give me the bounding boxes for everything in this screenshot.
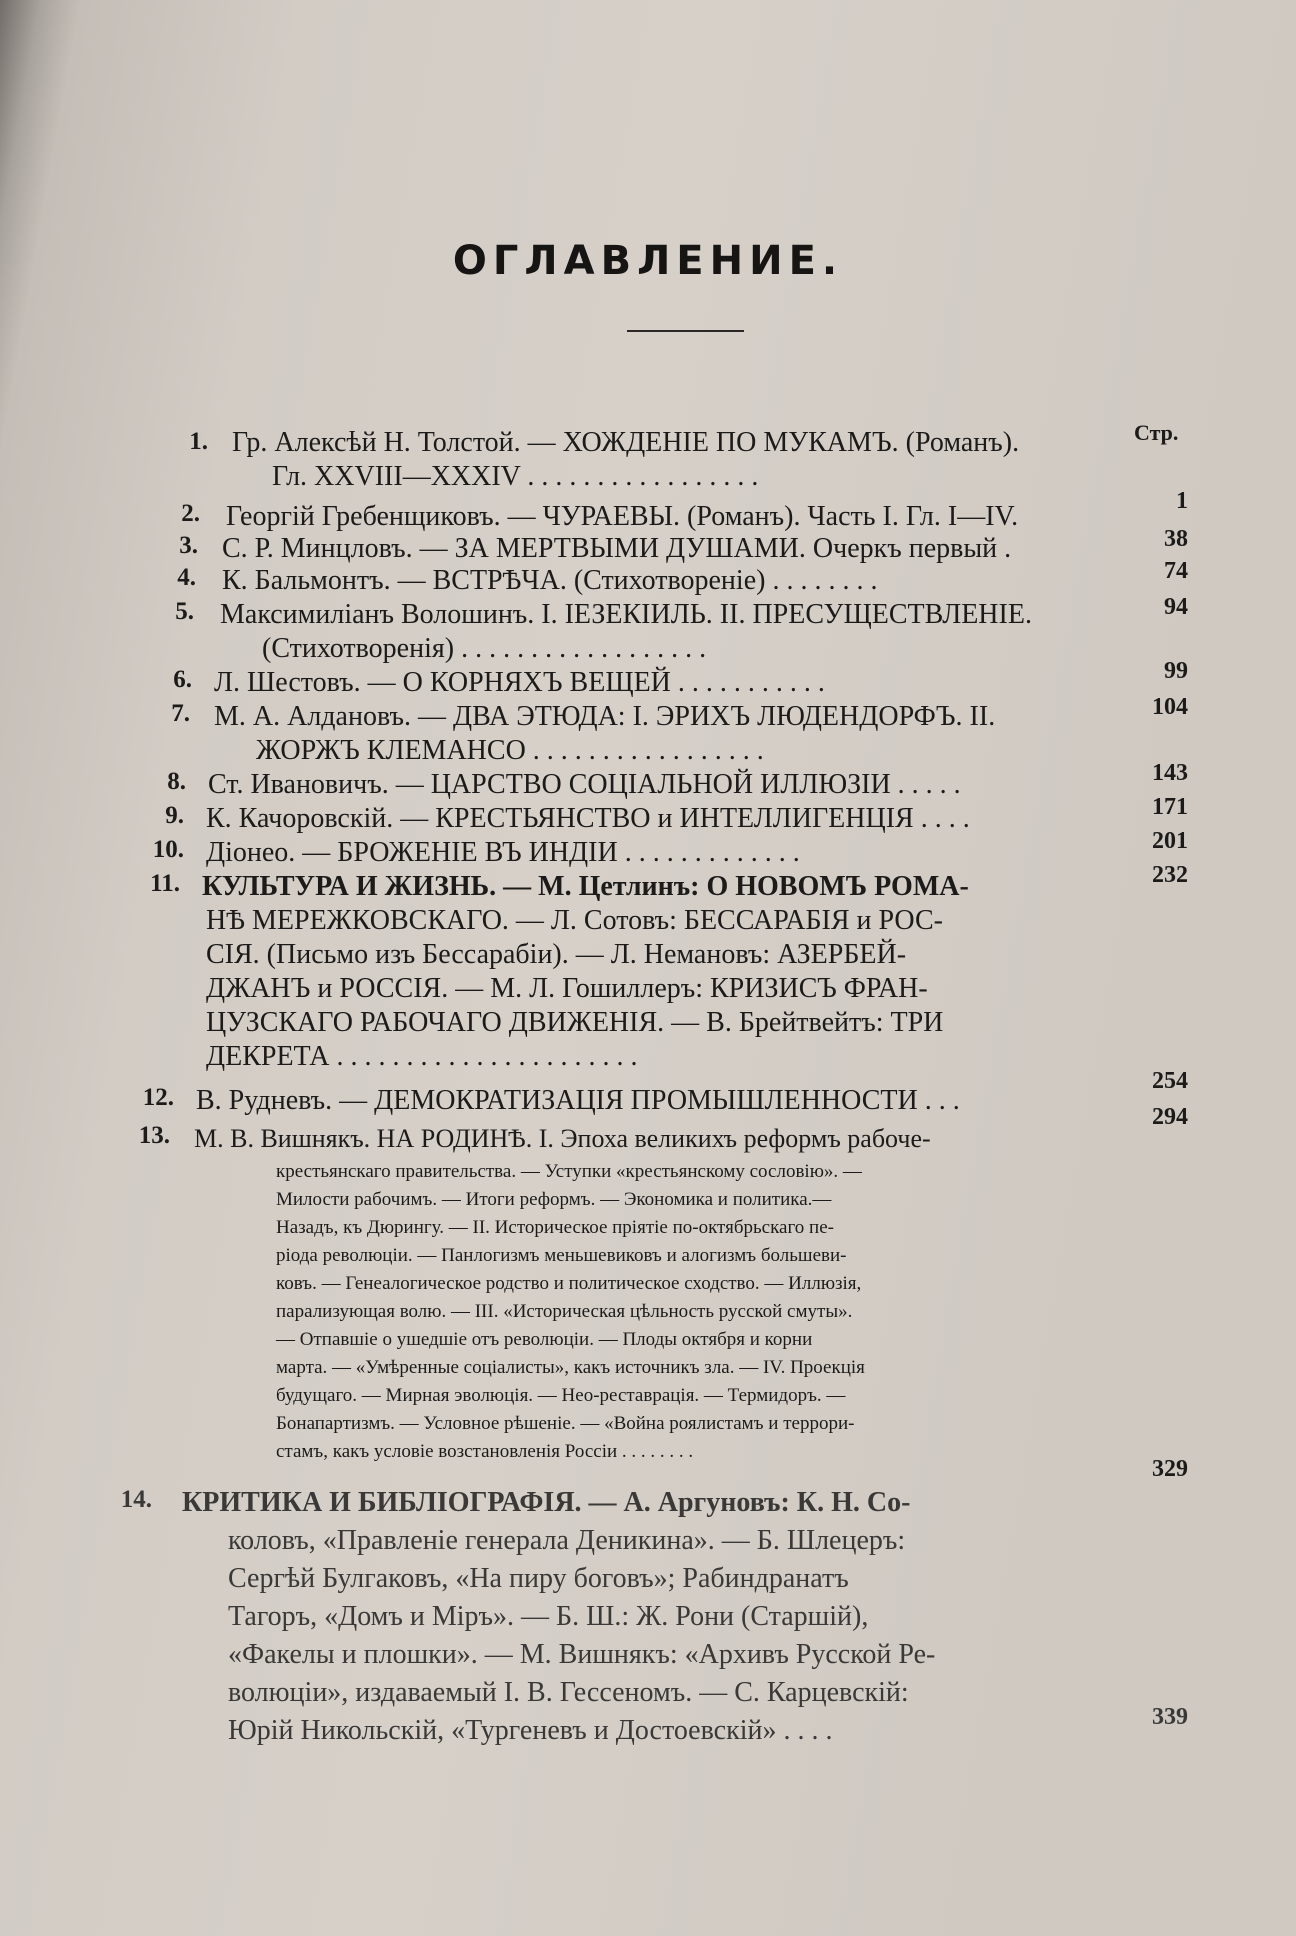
entry-number: 5. (175, 598, 194, 625)
entry-page: 38 (1164, 526, 1188, 552)
entry-number: 2. (181, 500, 200, 527)
entry-line: будущаго. — Мирная эволюція. — Нео-реставрація. — Термидоръ. — (276, 1385, 846, 1406)
entry-page: 99 (1164, 658, 1188, 684)
entry-page: 232 (1152, 862, 1188, 888)
entry-line: Сергѣй Булгаковъ, «На пиру боговъ»; Рабиндранатъ (228, 1563, 849, 1594)
entry-page: 74 (1164, 558, 1188, 584)
entry-number: 11. (150, 870, 180, 897)
entry-number: 3. (179, 532, 198, 559)
entry-line: В. Рудневъ. — ДЕМОКРАТИЗАЦIЯ ПРОМЫШЛЕННОСТИ . . . (196, 1085, 960, 1116)
entry-page: 94 (1164, 594, 1188, 620)
entry-page: 254 (1152, 1068, 1188, 1094)
entry-number: 14. (120, 1486, 152, 1513)
entry-number: 6. (173, 666, 192, 693)
entry-number: 1. (189, 428, 208, 455)
entry-page: 171 (1152, 794, 1188, 820)
entry-line: КУЛЬТУРА И ЖИЗНЬ. — М. Цетлинъ: О НОВОМЪ РОМА- (202, 871, 969, 902)
entry-line: Милости рабочимъ. — Итоги реформъ. — Экономика и политика.— (276, 1189, 832, 1210)
entry-line: ДЖАНЪ и РОССIЯ. — М. Л. Гошиллеръ: КРИЗИСЪ ФРАН- (206, 973, 928, 1004)
entry-page: 201 (1152, 828, 1188, 854)
entry-line: К. Бальмонтъ. — ВСТРѢЧА. (Стихотвореніе) . . . . . . . . (222, 565, 878, 596)
entry-line: Гр. Алексѣй Н. Толстой. — ХОЖДЕНIЕ ПО МУКАМЪ. (Романъ). (232, 427, 1020, 458)
entry-line: Юрій Никольскій, «Тургеневъ и Достоевскій» . . . . (228, 1715, 833, 1746)
page-title: ОГЛАВЛЕНИЕ. (452, 238, 844, 284)
entry-line: Ст. Ивановичъ. — ЦАРСТВО СОЦIАЛЬНОЙ ИЛЛЮЗIИ . . . . . (208, 769, 961, 800)
entry-line: Назадъ, къ Дюрингу. — II. Историческое пріятіе по-октябрьскаго пе- (276, 1217, 834, 1238)
entry-line: НѢ МЕРЕЖКОВСКАГО. — Л. Сотовъ: БЕССАРАБIЯ и РОС- (206, 905, 943, 936)
entry-line: Діонео. — БРОЖЕНIЕ ВЪ ИНДIИ . . . . . . . . . . . . . (206, 837, 800, 868)
entry-number: 4. (177, 564, 196, 591)
entry-line: ДЕКРЕТА . . . . . . . . . . . . . . . . . . . . . . (206, 1041, 638, 1072)
entry-line: волюціи», издаваемый I. В. Гессеномъ. — С. Карцевскій: (228, 1677, 909, 1708)
entry-line: М. А. Алдановъ. — ДВА ЭТЮДА: I. ЭРИХЪ ЛЮДЕНДОРФЪ. II. (214, 701, 996, 732)
entry-line: М. В. Вишнякъ. НА РОДИНѢ. I. Эпоха великихъ реформъ рабоче- (194, 1124, 931, 1153)
entry-line: крестьянскаго правительства. — Уступки «крестьянскому сословію». — (276, 1161, 862, 1182)
entry-line: Максимиліанъ Волошинъ. I. IЕЗЕКIИЛЬ. II. ПРЕСУЩЕСТВЛЕНIЕ. (220, 599, 1032, 630)
page-column-header: Стр. (1134, 420, 1179, 445)
entry-line: Бонапартизмъ. — Условное рѣшеніе. — «Война роялистамъ и террори- (276, 1413, 855, 1434)
entry-page: 143 (1152, 760, 1188, 786)
entry-line: парализующая волю. — III. «Историческая цѣльность русской смуты». (276, 1301, 853, 1322)
entry-line: ріода революціи. — Панлогизмъ меньшевиковъ и алогизмъ большеви- (276, 1245, 847, 1266)
entry-page: 1 (1176, 488, 1188, 514)
entry-line: СIЯ. (Письмо изъ Бессарабіи). — Л. Немановъ: АЗЕРБЕЙ- (206, 939, 907, 970)
entry-line: Л. Шестовъ. — О КОРНЯХЪ ВЕЩЕЙ . . . . . . . . . . . (214, 667, 825, 698)
entry-line: С. Р. Минцловъ. — ЗА МЕРТВЫМИ ДУШАМИ. Очеркъ первый . (222, 533, 1012, 564)
entry-page: 294 (1152, 1104, 1188, 1130)
entry-line: Гл. XXVIII—XXXIV . . . . . . . . . . . . . . . . . (272, 461, 759, 492)
entry-line: (Стихотворенія) . . . . . . . . . . . . . . . . . . (262, 633, 707, 664)
entry-number: 12. (142, 1084, 174, 1111)
entry-line: стамъ, какъ условіе возстановленія Россіи . . . . . . . . (276, 1441, 694, 1462)
entry-line: — Отпавшіе о ушедшіе отъ революціи. — Плоды октября и корни (276, 1329, 813, 1350)
entry-line: ковъ. — Генеалогическое родство и политическое сходство. — Иллюзія, (276, 1273, 862, 1294)
entry-number: 8. (167, 768, 186, 795)
entry-line: Тагоръ, «Домъ и Міръ». — Б. Ш.: Ж. Рони (Старшій), (228, 1601, 869, 1632)
entry-number: 9. (165, 802, 184, 829)
entry-line: ЖОРЖЪ КЛЕМАНСО . . . . . . . . . . . . . . . . . (256, 735, 764, 766)
entry-line: «Факелы и плошки». — М. Вишнякъ: «Архивъ Русской Ре- (228, 1639, 936, 1670)
entry-page: 104 (1152, 694, 1188, 720)
entry-line: марта. — «Умѣренные соціалисты», какъ источникъ зла. — IV. Проекція (276, 1357, 865, 1378)
entry-line: Георгій Гребенщиковъ. — ЧУРАЕВЫ. (Романъ). Часть I. Гл. I—IV. (226, 501, 1019, 532)
entry-number: 13. (138, 1122, 170, 1149)
entry-page: 329 (1152, 1456, 1188, 1482)
entry-line: ЦУЗСКАГО РАБОЧАГО ДВИЖЕНIЯ. — В. Брейтвейтъ: ТРИ (206, 1007, 944, 1038)
entry-page: 339 (1152, 1704, 1188, 1730)
entry-line: К. Качоровскій. — КРЕСТЬЯНСТВО и ИНТЕЛЛИГЕНЦIЯ . . . . (206, 803, 970, 834)
entry-line: коловъ, «Правленіе генерала Деникина». — Б. Шлецеръ: (228, 1525, 906, 1556)
entry-line: КРИТИКА И БИБЛIОГРАФIЯ. — А. Аргуновъ: К. Н. Со- (182, 1487, 911, 1518)
entry-number: 10. (152, 836, 184, 863)
entry-number: 7. (171, 700, 190, 727)
